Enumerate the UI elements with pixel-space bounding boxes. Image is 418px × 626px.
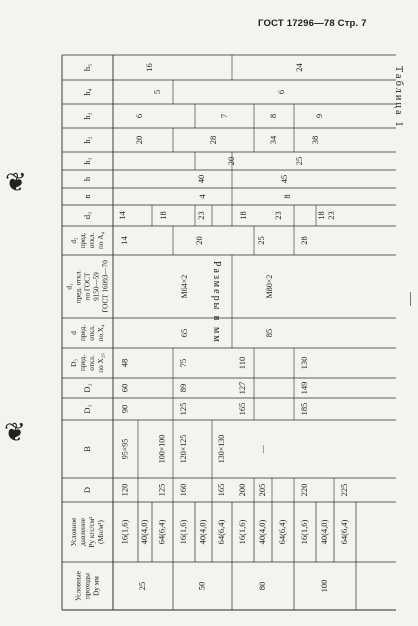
table-cell: 18 [157,211,168,220]
column-header: D₁ [81,404,92,414]
column-header: Условное [70,517,79,547]
table-cell: 8 [267,113,278,119]
table-cell: 18 [315,211,326,220]
table-cell: 64(6,4) [156,519,167,545]
table-cell: 64(6,4) [276,519,287,545]
table-cell: 89 [177,383,188,393]
table-cell: 100×100 [157,434,167,464]
table-cell: 64(6,4) [215,519,226,545]
table-cell: 20 [133,135,144,145]
table-cell: 34 [267,135,278,145]
table-cell: 40(4,0) [256,519,267,545]
column-header: B [81,446,92,452]
table-cell: 45 [278,174,289,184]
column-header: h₄ [81,88,92,96]
column-header: D₂ [81,383,92,393]
table-cell: 40(4,0) [318,519,329,545]
column-header: h [81,176,92,182]
column-header: 9150—59 [92,272,101,301]
table-cell: 65 [178,328,189,338]
table-cell: 130 [298,356,309,370]
table-cell: 7 [218,113,229,119]
table-cell: 149 [298,381,309,395]
table-cell: 225 [338,483,349,497]
table-cell: 6 [275,89,286,95]
table-cell: 23 [195,211,206,220]
table-cell: 185 [298,402,309,416]
table-cell: 85 [263,328,274,338]
column-header: Условные [74,571,83,601]
column-header: h₁ [81,157,92,165]
table-cell: 90 [119,404,130,414]
column-header: по ГОСТ [83,272,92,301]
table-cell: 25 [293,156,304,166]
table-cell: 125 [156,483,167,497]
table-cell: 80 [256,581,267,591]
column-header: h₅ [81,63,92,72]
column-header: откл. [88,232,97,249]
table-cell: 9 [313,113,324,119]
table-cell: 75 [177,358,188,368]
column-header: пред. откл. [74,269,83,304]
table-cell: M80×2 [264,274,274,299]
table-cell: 165 [236,402,247,416]
column-header: ГОСТ 16093—70 [101,260,110,313]
column-header: пред. [79,355,88,371]
column-header: n [81,194,92,199]
table-cell: 25 [255,236,266,245]
column-header: h₃ [81,112,92,120]
column-header: откл. [88,325,97,341]
table-cell: 16(1,6) [236,519,247,545]
units-caption: Размеры в мм [211,261,222,344]
table-cell: 28 [298,236,309,245]
table-cell: 100 [318,579,329,593]
column-header: D [81,486,92,494]
table-cell: 127 [236,381,247,395]
column-header: d₃ [81,211,92,220]
table-cell: 16(1,6) [177,519,188,545]
table-cell: 165 [215,483,226,497]
table-title: Таблица 1 [393,66,404,129]
table-cell: — [257,445,267,453]
column-header: Dу мм [92,576,101,596]
table-cell: 8 [281,194,292,199]
table-cell: 16 [143,63,154,72]
table-cell: 40(4,0) [138,519,149,545]
table-cell: 64(6,4) [338,519,349,545]
table-cell: 48 [119,358,130,368]
table-cell: 120×125 [178,434,188,464]
table-cell: 205 [256,483,267,497]
column-header: d₁ [65,283,74,290]
table-cell: 220 [298,483,309,497]
page-header: ГОСТ 17296—78 Стр. 7 [258,18,367,29]
table-cell: 16(1,6) [119,519,130,545]
column-header: Pу кгс/см² [88,516,97,548]
table-cell: 23 [325,211,336,220]
table-cell: 200 [236,483,247,497]
table-cell: 125 [177,402,188,416]
column-header: d₂ [70,237,79,244]
binding-hole-mark-icon: ❦ [4,418,26,448]
table-cell: 40 [195,174,206,184]
table-cell: M64×2 [179,274,189,299]
table-cell: 20 [193,236,204,245]
column-header: проходы [83,572,92,600]
table-cell: 40(4,0) [197,519,208,545]
column-header: пред. [79,232,88,249]
table-cell: 16(1,6) [298,519,309,545]
table-cell: 5 [151,89,162,95]
column-header: откл. [88,355,97,371]
table-cell: 6 [133,113,144,119]
table-cell: 25 [136,581,147,591]
column-header: давление [79,518,88,546]
table-cell: 20 [225,156,236,166]
binding-hole-mark-icon: ❦ [5,168,27,198]
table-cell: 130×130 [216,434,226,464]
table-cell: 24 [293,63,304,72]
table-cell: 50 [196,581,207,591]
table-cell: 160 [177,483,188,497]
table-cell: 120 [119,483,130,497]
table-cell: 18 [237,211,248,220]
table-cell: 23 [272,211,283,220]
table-cell: 14 [118,236,129,245]
column-header: h₂ [81,136,92,144]
column-header: пред. [79,325,88,341]
table-cell: 14 [116,211,127,220]
table-cell: 4 [196,194,207,199]
table-cell: 110 [236,356,247,370]
table-cell: 28 [207,135,218,145]
column-header: по X₂₉ [97,353,106,373]
column-header: (Мн/м²) [97,520,106,544]
column-header: D₃ [70,359,79,367]
column-header: по A₄ [97,232,106,249]
column-header: по X₄ [97,324,106,342]
column-header: d [70,331,79,335]
table-cell: 60 [119,383,130,393]
table-cell: 38 [309,135,320,145]
table-cell: 95×95 [120,438,130,460]
